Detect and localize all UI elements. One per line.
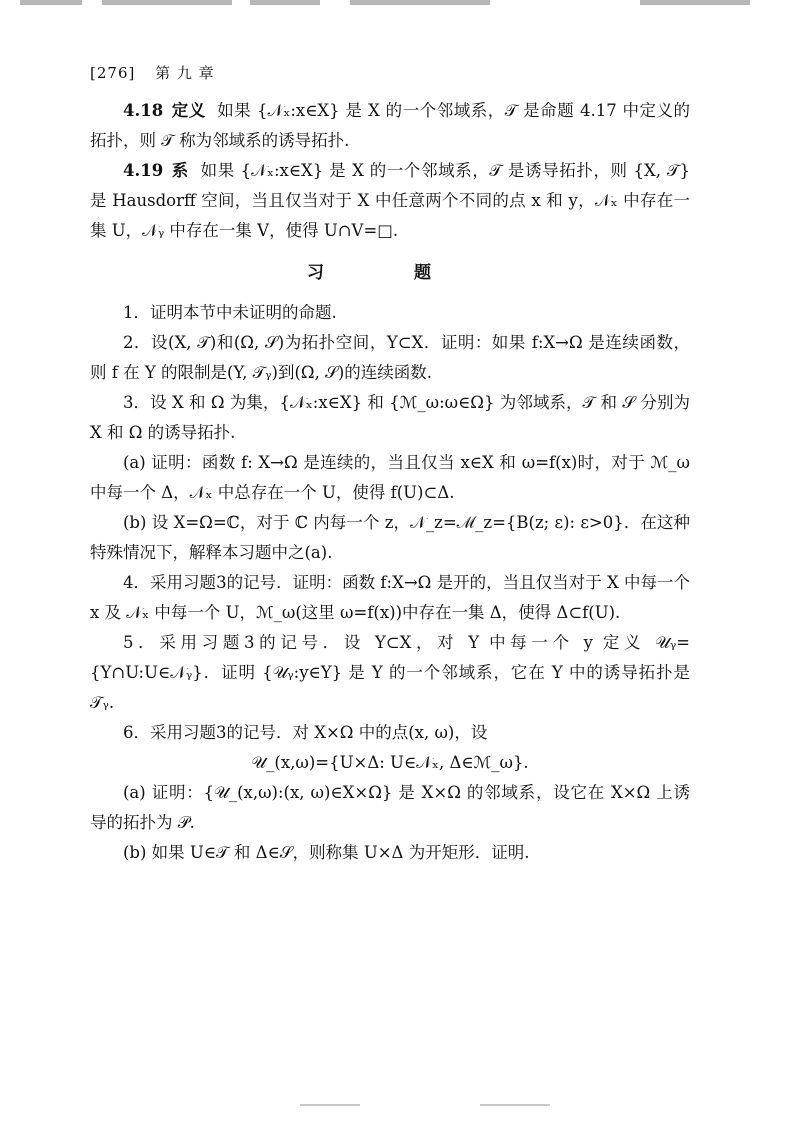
exercise-3b: (b) 设 X=Ω=ℂ，对于 ℂ 内每一个 z，𝒩_z=ℳ_z={B(z; ε): ε>0}．在这种特殊情况下，解释本习题中之(a). — [90, 513, 690, 562]
scan-artifact — [102, 0, 232, 5]
exercise-6a: (a) 证明：{𝒰_(x,ω):(x, ω)∈X×Ω} 是 X×Ω 的邻域系，设它在 X×Ω 上诱导的拓扑为 𝒫. — [90, 783, 690, 832]
scan-artifact — [480, 1104, 550, 1106]
exercise-2: 2．设(X, 𝒯)和(Ω, 𝒮)为拓扑空间，Y⊂X．证明：如果 f:X→Ω 是连续函数，则 f 在 Y 的限制是(Y, 𝒯ᵧ)到(Ω, 𝒮)的连续函数. — [90, 333, 690, 382]
exercise-5: 5．采用习题3的记号．设 Y⊂X，对 Y 中每一个 y 定义 𝒰ᵧ={Y∩U:U∈𝒩ᵧ}．证明 {𝒰ᵧ:y∈Y} 是 Y 的一个邻域系，它在 Y 中的诱导拓扑是 𝒯ᵧ. — [90, 633, 690, 712]
corollary-text: 如果 {𝒩ₓ:x∈X} 是 X 的一个邻域系，𝒯 是诱导拓扑，则 {X, 𝒯} 是 Hausdorff 空间，当且仅当对于 X 中任意两个不同的点 x 和 y，𝒩ₓ 中存在一集 U，𝒩ᵧ 中存在一集 V，使得 U∩V=□. — [90, 161, 690, 240]
section-title: 习 题 — [307, 263, 473, 283]
corollary-label: 系 — [171, 161, 189, 180]
corollary-4-19 — [90, 156, 690, 246]
scan-artifact — [350, 0, 490, 5]
running-head — [90, 62, 690, 84]
corollary-number: 4.19 — [123, 161, 164, 180]
scan-artifact — [250, 0, 320, 5]
chapter-title: 第 九 章 — [155, 64, 215, 82]
exercise-4: 4．采用习题3的记号．证明：函数 f:X→Ω 是开的，当且仅当对于 X 中每一个 x 及 𝒩ₓ 中每一个 U，ℳ_ω(这里 ω=f(x))中存在一集 Δ，使得 Δ⊂f(U). — [90, 573, 690, 622]
definition-4-18 — [90, 96, 690, 156]
scan-artifact — [20, 0, 82, 5]
exercise-1: 1．证明本节中未证明的命题. — [123, 303, 337, 322]
exercise-3a: (a) 证明：函数 f: X→Ω 是连续的，当且仅当 x∈X 和 ω=f(x)时，对于 ℳ_ω 中每一个 Δ，𝒩ₓ 中总存在一个 U，使得 f(U)⊂Δ. — [90, 453, 690, 502]
page-number: [276] — [90, 64, 136, 82]
exercise-6-formula: 𝒰_(x,ω)={U×Δ: U∈𝒩ₓ, Δ∈ℳ_ω}. — [251, 753, 529, 772]
book-page — [90, 62, 690, 868]
exercise-6b: (b) 如果 U∈𝒯 和 Δ∈𝒮，则称集 U×Δ 为开矩形．证明. — [123, 843, 530, 862]
scan-artifact — [300, 1104, 360, 1106]
definition-label: 定义 — [171, 101, 206, 120]
exercise-3: 3．设 X 和 Ω 为集，{𝒩ₓ:x∈X} 和 {ℳ_ω:ω∈Ω} 为邻域系，𝒯 和 𝒮 分别为 X 和 Ω 的诱导拓扑. — [90, 393, 690, 442]
definition-text: 如果 {𝒩ₓ:x∈X} 是 X 的一个邻域系，𝒯 是命题 4.17 中定义的拓扑，则 𝒯 称为邻域系的诱导拓扑. — [90, 101, 690, 150]
scan-artifact — [640, 0, 750, 5]
definition-number: 4.18 — [123, 101, 164, 120]
exercise-6: 6．采用习题3的记号．对 X×Ω 中的点(x, ω)，设 — [123, 723, 488, 742]
